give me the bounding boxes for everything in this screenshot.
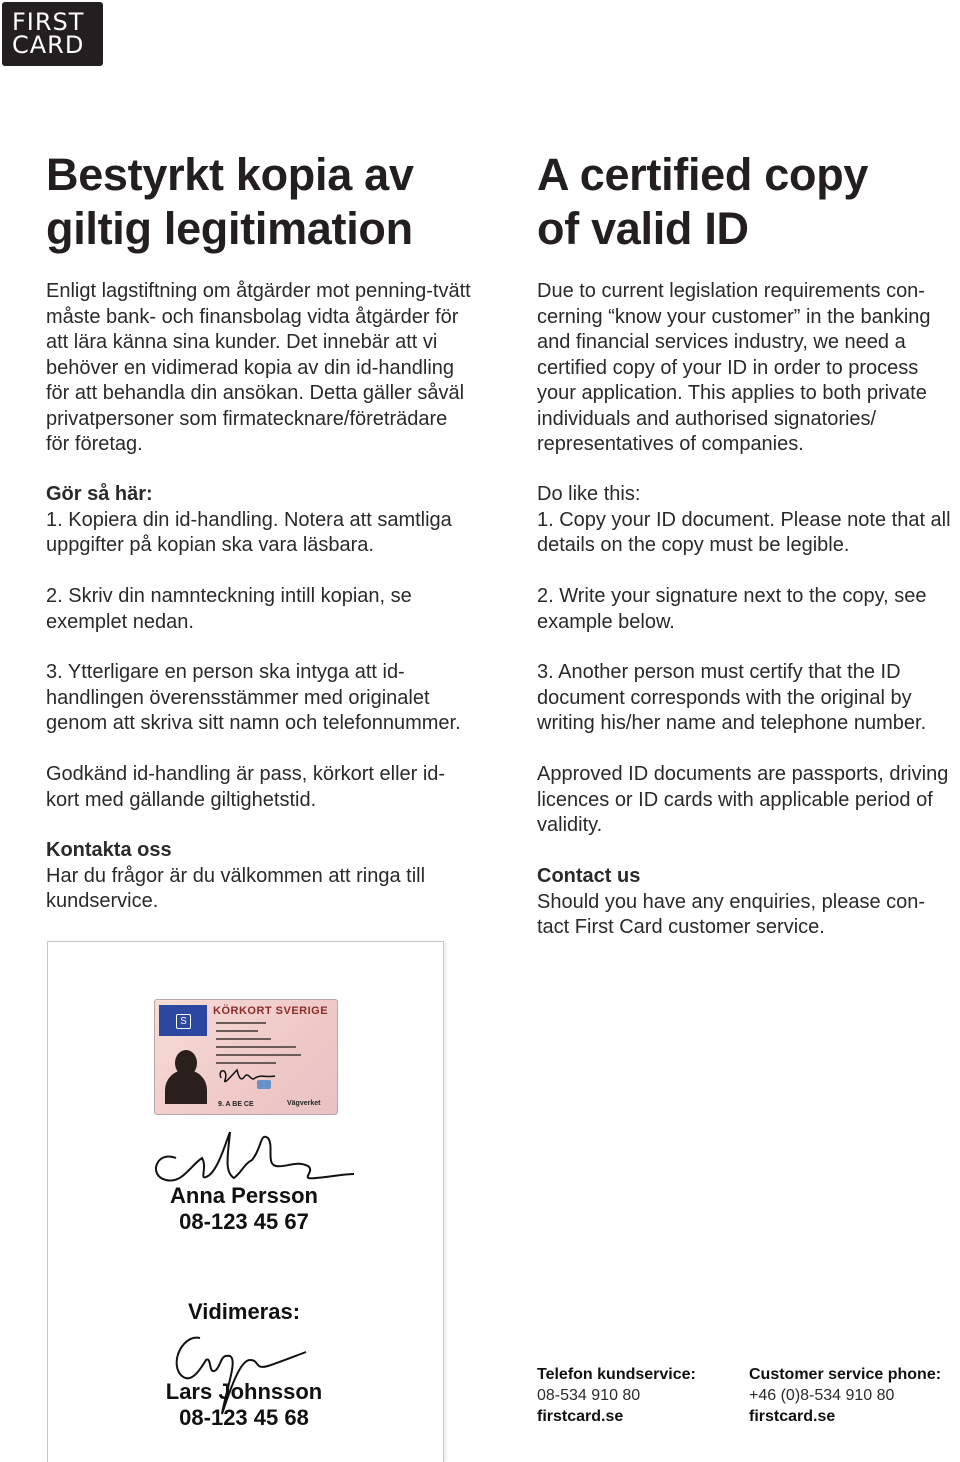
english-intro: Due to current legislation requirements con-cerning “know your customer” in the banking and financial services industry, we need a certified copy of your ID in order to process your application. This applies to both private individuals and authorised signatories/ representatives of companies. (537, 280, 931, 455)
footer-phone-heading: Customer service phone: (749, 1366, 942, 1383)
contact-heading: Contact us (537, 865, 641, 887)
licence-field (216, 1038, 271, 1040)
swedish-intro: Enligt lagstiftning om åtgärder mot penning-tvätt måste bank- och finansbolag vidta åtgärder för att lära känna sina kunder. Det innebär att vi behöver en vidimerad kopia av din id-handling för att behandla din ansökan. Detta gäller såväl privatpersoner som firmatecknare/företrädare för företag. (46, 280, 471, 455)
footer-swedish-contact (537, 1364, 696, 1427)
licence-title: KÖRKORT SVERIGE (213, 1005, 329, 1017)
contact-text: Should you have any enquiries, please con-tact First Card customer service. (537, 890, 926, 938)
footer-website-link[interactable]: firstcard.se (749, 1408, 836, 1425)
holder-name: Anna Persson (170, 1183, 318, 1208)
logo-line1: FIRST (12, 8, 85, 36)
english-step-2: 2. Write your signature next to the copy, see example below. (537, 585, 927, 633)
contact-heading: Kontakta oss (46, 839, 172, 861)
footer-english-contact (749, 1364, 941, 1427)
english-approved-ids: Approved ID documents are passports, driving licences or ID cards with applicable period of validity. (537, 763, 949, 836)
contact-text: Har du frågor är du välkommen att ringa till kundservice. (46, 864, 426, 912)
first-card-logo (2, 2, 103, 66)
witness-phone: 08-123 45 68 (179, 1405, 309, 1430)
driving-licence-image (154, 999, 338, 1115)
licence-categories: 9. A BE CE (218, 1101, 254, 1108)
footer-phone-number: 08-534 910 80 (537, 1387, 641, 1404)
english-contact (537, 864, 957, 941)
swedish-contact (46, 838, 476, 915)
holder-phone: 08-123 45 67 (179, 1209, 309, 1234)
english-title: A certified copy of valid ID (537, 149, 869, 254)
holder-signature-icon (148, 1128, 358, 1190)
howto-heading: Gör så här: (46, 483, 153, 505)
licence-signature-icon (215, 1064, 295, 1092)
swedish-howto (46, 482, 476, 559)
swedish-approved-ids: Godkänd id-handling är pass, körkort eller id-kort med gällande giltighetstid. (46, 763, 446, 811)
licence-field (216, 1054, 301, 1056)
swedish-step-3: 3. Ytterligare en person ska intyga att id-handlingen överensstämmer med originalet genom att skriva sitt namn och telefonnummer. (46, 661, 461, 734)
swedish-step-2: 2. Skriv din namnteckning intill kopian, se exemplet nedan. (46, 585, 412, 633)
footer-phone-heading: Telefon kundservice: (537, 1366, 696, 1383)
certify-label: Vidimeras: (187, 1299, 301, 1324)
english-step-3: 3. Another person must certify that the ID document corresponds with the original by writing his/her name and telephone number. (537, 661, 927, 734)
footer-website-link[interactable]: firstcard.se (537, 1408, 624, 1425)
step-1: 1. Copy your ID document. Please note that all details on the copy must be legible. (537, 508, 951, 556)
licence-field (216, 1022, 266, 1024)
step-1: 1. Kopiera din id-handling. Notera att samtliga uppgifter på kopian ska vara läsbara. (46, 508, 452, 556)
eu-flag-icon: S (159, 1005, 207, 1036)
licence-photo-body (165, 1070, 207, 1104)
howto-heading: Do like this: (537, 483, 641, 505)
licence-field (216, 1030, 258, 1032)
witness-name: Lars Johnsson (165, 1379, 323, 1404)
english-howto (537, 482, 957, 559)
licence-issuer: Vägverket (287, 1100, 321, 1107)
licence-field (216, 1046, 296, 1048)
footer-phone-number: +46 (0)8-534 910 80 (749, 1387, 895, 1404)
swedish-title: Bestyrkt kopia av giltig legitimation (46, 149, 414, 254)
logo-line2: CARD (12, 31, 85, 59)
